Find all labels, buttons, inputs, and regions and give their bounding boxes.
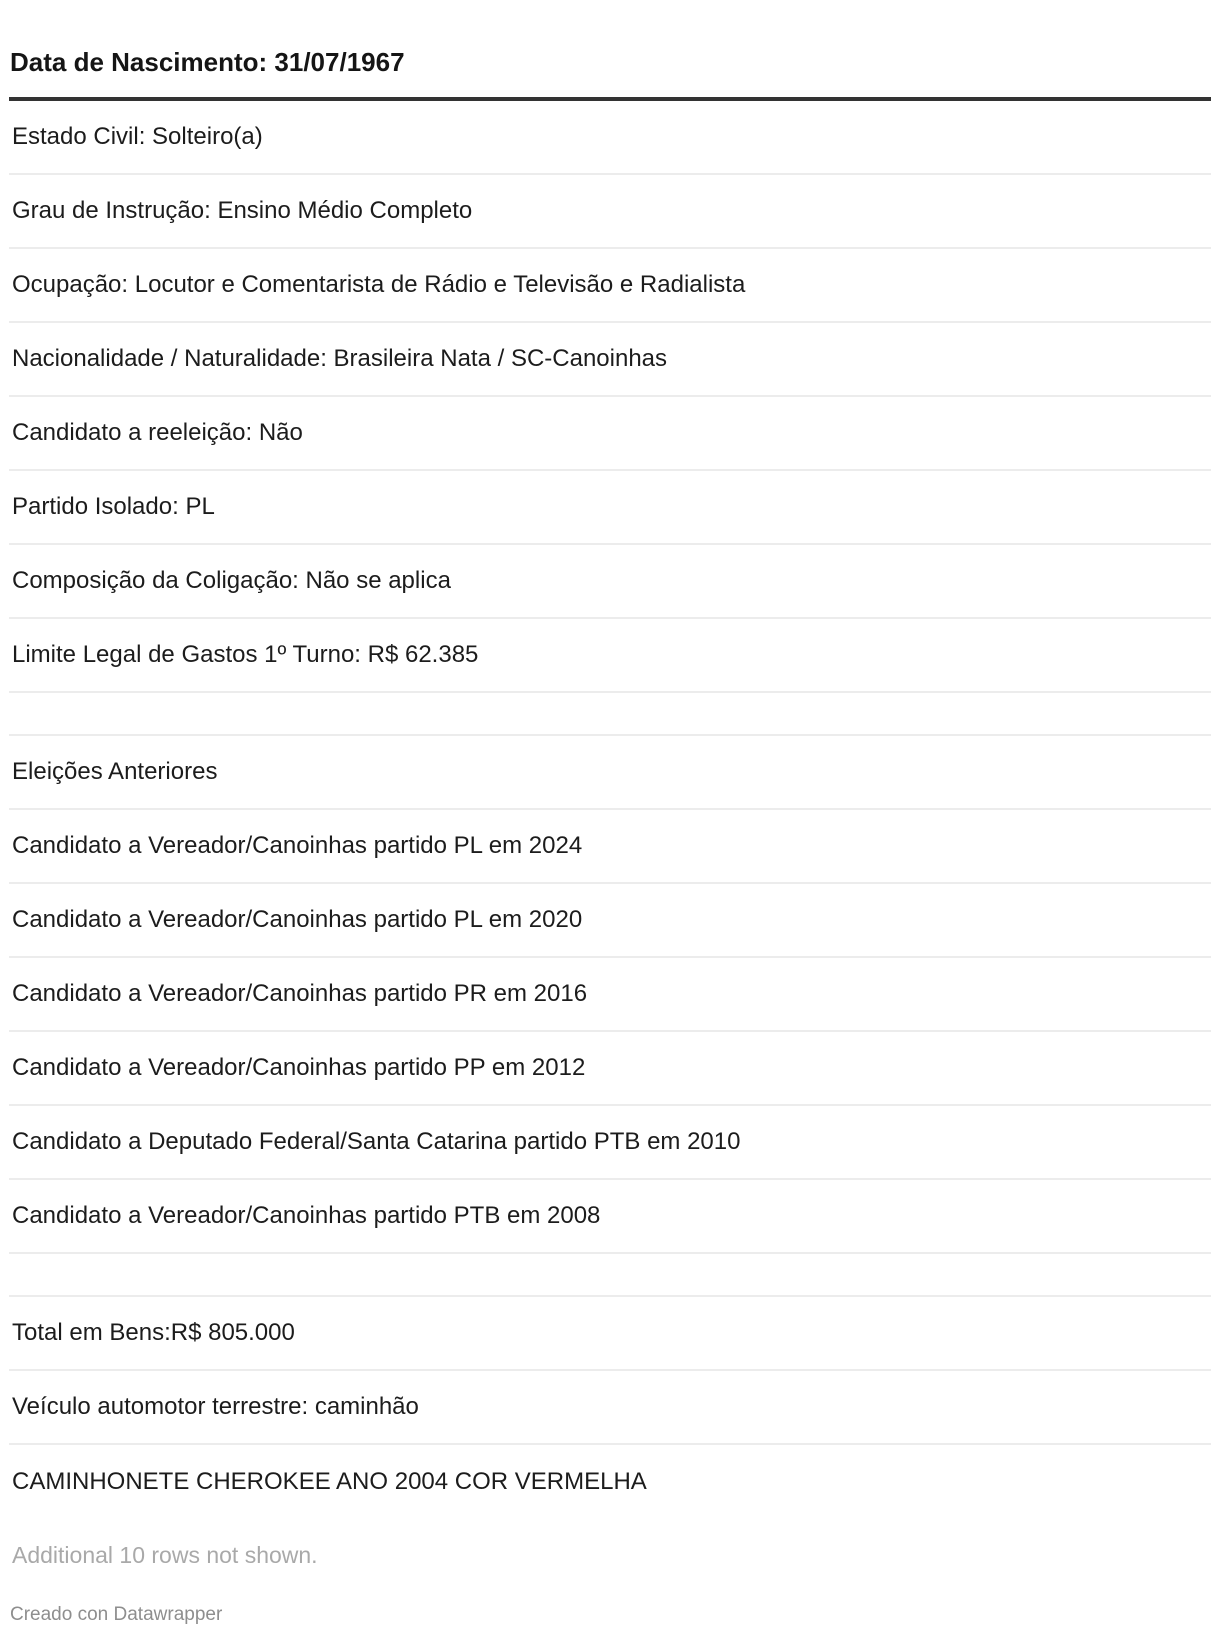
- table-row: [9, 101, 1211, 175]
- row-text: CAMINHONETE CHEROKEE ANO 2004 COR VERMELHA: [12, 1468, 647, 1495]
- row-text: Candidato a Vereador/Canoinhas partido PL em 2020: [12, 906, 583, 933]
- table-row: [9, 1297, 1211, 1371]
- table-row: [9, 249, 1211, 323]
- table-body: [9, 101, 1211, 1519]
- table-row: [9, 1032, 1211, 1106]
- row-text: Candidato a reeleição: Não: [12, 419, 303, 446]
- table-row: [9, 958, 1211, 1032]
- spacer-row: [9, 693, 1211, 736]
- table-row: [9, 175, 1211, 249]
- table-row: [9, 545, 1211, 619]
- row-text: Nacionalidade / Naturalidade: Brasileira Nata / SC-Canoinhas: [12, 345, 668, 372]
- datawrapper-table: [9, 0, 1211, 1627]
- row-text: Partido Isolado: PL: [12, 493, 215, 520]
- table-row: [9, 471, 1211, 545]
- row-text: Composição da Coligação: Não se aplica: [12, 567, 451, 594]
- table-row: [9, 884, 1211, 958]
- row-text: Limite Legal de Gastos 1º Turno: R$ 62.385: [12, 641, 479, 668]
- table-row: [9, 1371, 1211, 1445]
- table-row: [9, 810, 1211, 884]
- row-text: Total em Bens:R$ 805.000: [12, 1319, 295, 1346]
- row-text: Candidato a Vereador/Canoinhas partido PP em 2012: [12, 1054, 586, 1081]
- table-row: [9, 1445, 1211, 1519]
- table-row: [9, 397, 1211, 471]
- table-row: [9, 619, 1211, 693]
- table-row: [9, 1106, 1211, 1180]
- row-text: Candidato a Vereador/Canoinhas partido PTB em 2008: [12, 1202, 601, 1229]
- datawrapper-attribution: Creado con Datawrapper: [10, 1604, 223, 1625]
- row-text: Eleições Anteriores: [12, 758, 218, 785]
- row-text: Veículo automotor terrestre: caminhão: [12, 1393, 419, 1420]
- truncation-note: Additional 10 rows not shown.: [12, 1541, 318, 1568]
- row-text: Grau de Instrução: Ensino Médio Completo: [12, 197, 473, 224]
- table-row: [9, 323, 1211, 397]
- row-text: Candidato a Vereador/Canoinhas partido PR em 2016: [12, 980, 588, 1007]
- table-header: Data de Nascimento: 31/07/1967: [9, 0, 1211, 101]
- row-text: Estado Civil: Solteiro(a): [12, 123, 263, 150]
- spacer-row: [9, 1254, 1211, 1297]
- row-text: Candidato a Deputado Federal/Santa Catarina partido PTB em 2010: [12, 1128, 741, 1155]
- table-row: [9, 1180, 1211, 1254]
- row-text: Ocupação: Locutor e Comentarista de Rádio e Televisão e Radialista: [12, 271, 746, 298]
- table-row: [9, 736, 1211, 810]
- row-text: Candidato a Vereador/Canoinhas partido PL em 2024: [12, 832, 583, 859]
